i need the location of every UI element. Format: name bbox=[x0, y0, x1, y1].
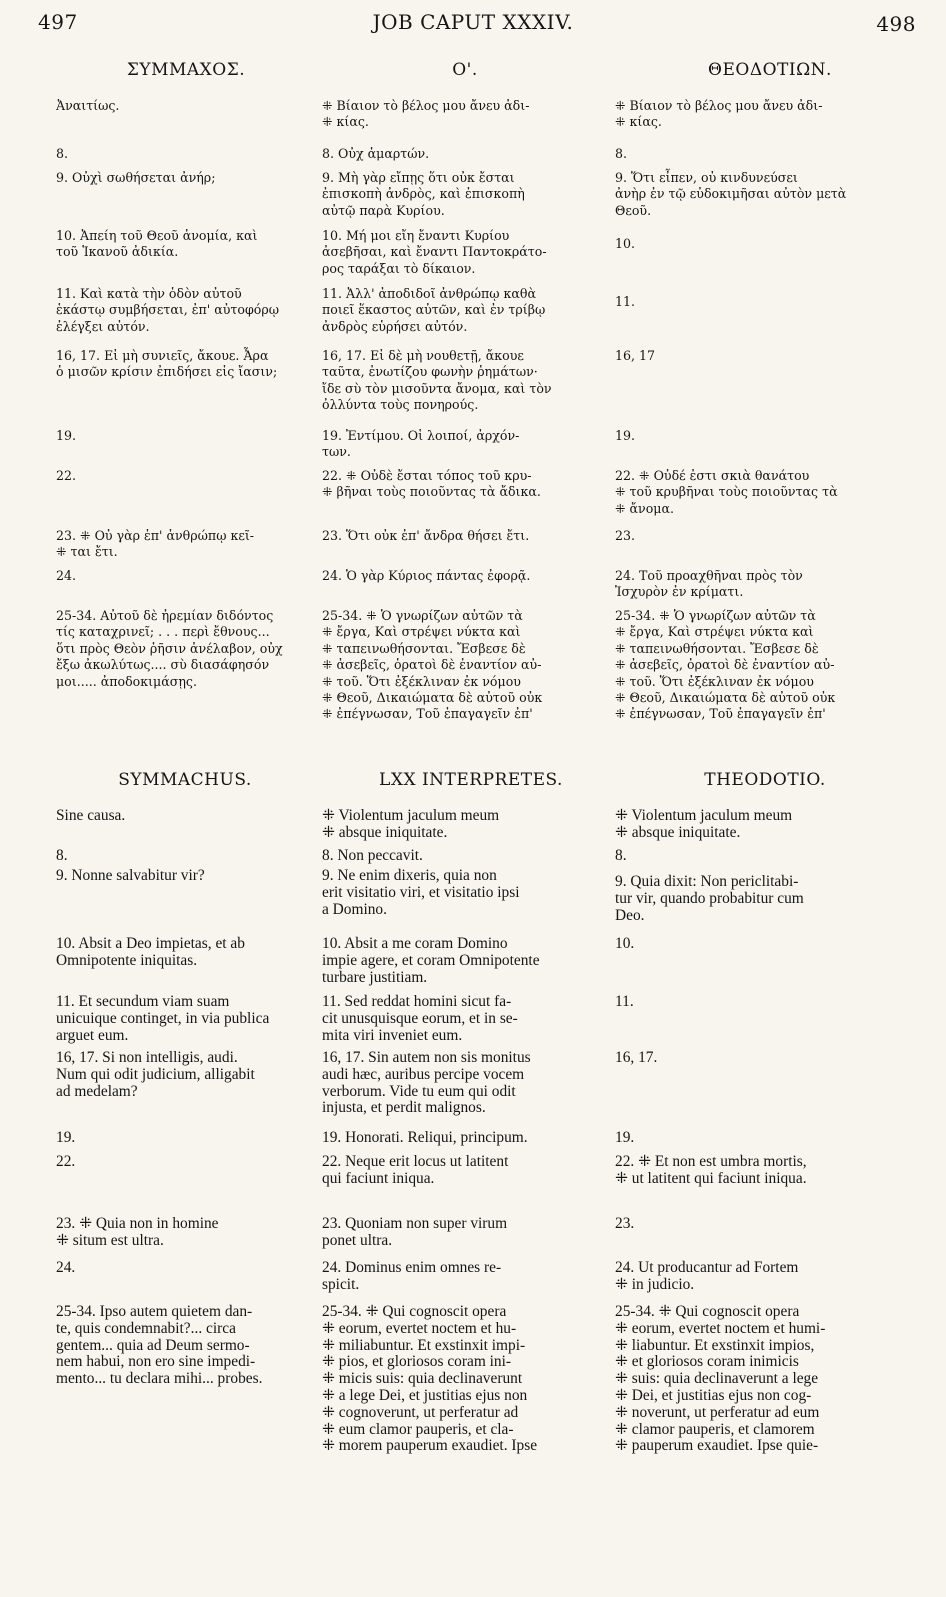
text-line: 9. Ne enim dixeris, quia non bbox=[322, 867, 497, 884]
text-line: Θεοῦ. bbox=[615, 202, 652, 218]
text-line: 9. Quia dixit: Non periclitabi- bbox=[615, 873, 799, 890]
text-line: 9. Μὴ γὰρ εἴπῃς ὅτι οὐκ ἔσται bbox=[322, 170, 515, 185]
text-line: 25-34. ⁜ Ὁ γνωρίζων αὐτῶν τὰ bbox=[615, 608, 816, 623]
verse-entry bbox=[615, 848, 898, 865]
text-line: ⁜ Θεοῦ, Δικαιώματα δὲ αὐτοῦ οὐκ bbox=[322, 690, 543, 706]
verse-entry bbox=[56, 1130, 318, 1147]
verse-entry bbox=[322, 528, 602, 544]
text-line: 25-34. Ipso autem quietem dan- bbox=[56, 1303, 253, 1320]
text-line: 22. ⁜ Οὐδέ ἐστι σκιὰ θανάτου bbox=[615, 468, 810, 483]
text-line: 11. Καὶ κατὰ τὴν ὁδὸν αὐτοῦ bbox=[56, 286, 242, 301]
text-line: αὐτῷ παρὰ Κυρίου. bbox=[322, 202, 445, 218]
verse-entry bbox=[56, 228, 318, 261]
text-line: 25-34. Αὐτοῦ δὲ ἠρεμίαν διδόντος bbox=[56, 608, 274, 623]
verse-entry bbox=[56, 936, 318, 970]
verse-entry bbox=[322, 1050, 602, 1117]
verse-entry bbox=[615, 294, 898, 310]
verse-entry bbox=[56, 528, 318, 561]
text-line: Sine causa. bbox=[56, 807, 126, 824]
text-line: 11. Ἀλλ' ἀποδιδοῖ ἀνθρώπῳ καθὰ bbox=[322, 286, 536, 301]
text-line: ⁜ Θεοῦ, Δικαιώματα δὲ αὐτοῦ οὐκ bbox=[615, 690, 836, 706]
text-line: ⁜ miliabuntur. Et exstinxit impi- bbox=[322, 1336, 526, 1354]
text-line: 16, 17. bbox=[615, 1049, 658, 1066]
verse-entry bbox=[56, 1050, 318, 1100]
text-line: tur vir, quando probabitur cum bbox=[615, 889, 804, 907]
text-line: ⁜ ταπεινωθήσονται. Ἔσβεσε δὲ bbox=[322, 640, 526, 656]
text-line: των. bbox=[322, 444, 351, 460]
verse-entry bbox=[615, 146, 898, 162]
text-line: ⁜ micis suis: quia declinaverunt bbox=[322, 1370, 523, 1388]
text-line: ὅτι πρὸς Θεὸν ῥῆσιν ἀνέλαβον, οὐχ bbox=[56, 640, 283, 656]
text-line: ⁜ Βίαιον τὸ βέλος μου ἄνευ ἀδι- bbox=[615, 98, 823, 113]
verse-entry bbox=[56, 428, 318, 444]
text-line: 9. Ὅτι εἶπεν, οὐ κινδυνεύσει bbox=[615, 170, 798, 185]
text-line: verborum. Vide tu eum qui odit bbox=[322, 1082, 516, 1100]
text-line: Deo. bbox=[615, 906, 645, 924]
verse-entry bbox=[56, 468, 318, 484]
text-line: 10. Μή μοι εἴη ἔναντι Κυρίου bbox=[322, 228, 510, 243]
text-line: gentem... quia ad Deum sermo- bbox=[56, 1336, 250, 1354]
text-line: ⁜ κίας. bbox=[322, 114, 369, 130]
text-line: 22. Neque erit locus ut latitent bbox=[322, 1153, 509, 1170]
text-line: ⁜ et gloriosos coram inimicis bbox=[615, 1353, 799, 1371]
verse-entry bbox=[56, 170, 318, 186]
verse-entry bbox=[322, 428, 602, 461]
verse-entry bbox=[615, 170, 898, 219]
verse-entry bbox=[615, 1154, 898, 1188]
text-line: ⁜ situm est ultra. bbox=[56, 1231, 164, 1249]
text-line: ⁜ morem pauperum exaudiet. Ipse bbox=[322, 1437, 538, 1455]
text-line: 11. bbox=[615, 993, 634, 1010]
verse-entry bbox=[56, 1260, 318, 1277]
text-line: 16, 17. Εἰ μὴ συνιεῖς, ἄκουε. Ἆρα bbox=[56, 348, 269, 363]
text-line: ⁜ ἐπέγνωσαν, Τοῦ ἐπαγαγεῖν ἐπ' bbox=[322, 706, 533, 722]
text-line: injusta, et perdit malignos. bbox=[322, 1099, 486, 1117]
text-line: 9. Οὐχὶ σωθήσεται ἀνήρ; bbox=[56, 170, 216, 185]
text-line: 8. Non peccavit. bbox=[322, 847, 423, 864]
text-line: ἀνὴρ ἐν τῷ εὐδοκιμῆσαι αὐτὸν μετὰ bbox=[615, 186, 847, 202]
text-line: spicit. bbox=[322, 1275, 360, 1293]
verse-entry bbox=[56, 98, 318, 114]
latin-col3-title: THEODOTIO. bbox=[704, 770, 826, 790]
verse-entry bbox=[615, 874, 898, 924]
text-line: Num qui odit judicium, alligabit bbox=[56, 1065, 255, 1083]
text-line: ὀλλύντα τοὺς πονηρούς. bbox=[322, 397, 479, 413]
text-line: ⁜ clamor pauperis, et clamorem bbox=[615, 1420, 815, 1438]
text-line: ⁜ eorum, evertet noctem et humi- bbox=[615, 1319, 826, 1337]
verse-entry bbox=[615, 1216, 898, 1233]
text-line: mita viri inveniet eum. bbox=[322, 1026, 463, 1044]
verse-entry bbox=[56, 1216, 318, 1250]
text-line: qui faciunt iniqua. bbox=[322, 1169, 435, 1187]
text-line: ταῦτα, ἐνωτίζου φωνὴν ῥημάτων· bbox=[322, 364, 538, 380]
text-line: 22. bbox=[56, 1153, 76, 1170]
verse-entry bbox=[322, 1154, 602, 1188]
text-line: 19. bbox=[56, 1129, 76, 1146]
greek-col3-title: ΘΕΟΔΟΤΙΩΝ. bbox=[708, 60, 832, 80]
text-line: 16, 17. Εἰ δὲ μὴ νουθετῇ, ἄκουε bbox=[322, 348, 524, 363]
text-line: 19. bbox=[615, 1129, 635, 1146]
text-line: ⁜ liabuntur. Et exstinxit impios, bbox=[615, 1336, 815, 1354]
verse-entry bbox=[322, 1216, 602, 1250]
text-line: 19. Ἐντίμου. Οἱ λοιποί, ἀρχόν- bbox=[322, 428, 520, 443]
text-line: 24. Τοῦ προαχθῆναι πρὸς τὸν bbox=[615, 568, 803, 583]
text-line: ⁜ ται ἔτι. bbox=[56, 544, 118, 560]
text-line: 11. Sed reddat homini sicut fa- bbox=[322, 993, 512, 1010]
verse-entry bbox=[322, 568, 602, 584]
text-line: ⁜ ταπεινωθήσονται. Ἔσβεσε δὲ bbox=[615, 640, 819, 656]
verse-entry bbox=[322, 1304, 602, 1455]
text-line: 22. ⁜ Et non est umbra mortis, bbox=[615, 1153, 807, 1170]
page-number-left: 497 bbox=[38, 10, 78, 34]
text-line: Omnipotente iniquitas. bbox=[56, 951, 198, 969]
text-line: ⁜ τοῦ. Ὅτι ἐξέκλιναν ἐκ νόμου bbox=[615, 673, 814, 689]
text-line: cit unusquisque eorum, et in se- bbox=[322, 1009, 518, 1027]
verse-entry bbox=[56, 286, 318, 335]
text-line: 19. bbox=[56, 428, 77, 443]
text-line: 25-34. ⁜ Qui cognoscit opera bbox=[322, 1303, 507, 1320]
text-line: 8. bbox=[615, 146, 628, 161]
verse-entry bbox=[615, 98, 898, 131]
verse-entry bbox=[322, 868, 602, 918]
verse-entry bbox=[322, 936, 602, 986]
text-line: ⁜ ἄνομα. bbox=[615, 500, 674, 516]
text-line: ponet ultra. bbox=[322, 1231, 393, 1249]
text-line: ⁜ noverunt, ut perferatur ad eum bbox=[615, 1403, 820, 1421]
verse-entry bbox=[615, 236, 898, 252]
verse-entry bbox=[615, 1304, 898, 1455]
text-line: 25-34. ⁜ Ὁ γνωρίζων αὐτῶν τὰ bbox=[322, 608, 523, 623]
text-line: 24. Ut producantur ad Fortem bbox=[615, 1259, 799, 1276]
text-line: nem habui, non ero sine impedi- bbox=[56, 1353, 256, 1371]
text-line: ρος ταράξαι τὸ δίκαιον. bbox=[322, 260, 476, 276]
text-line: ἐπισκοπὴ ἀνδρὸς, καὶ ἐπισκοπὴ bbox=[322, 186, 525, 202]
text-line: ⁜ βῆναι τοὺς ποιοῦντας τὰ ἄδικα. bbox=[322, 484, 541, 500]
verse-entry bbox=[322, 468, 602, 501]
text-line: 22. bbox=[56, 468, 77, 483]
text-line: 23. Quoniam non super virum bbox=[322, 1215, 508, 1232]
text-line: ⁜ eorum, evertet noctem et hu- bbox=[322, 1319, 517, 1337]
text-line: turbare justitiam. bbox=[322, 968, 428, 986]
text-line: ⁜ Violentum jaculum meum bbox=[322, 807, 500, 824]
text-line: 9. Nonne salvabitur vir? bbox=[56, 867, 205, 884]
text-line: ⁜ ἔργα, Καὶ στρέψει νύκτα καὶ bbox=[322, 624, 521, 640]
verse-entry bbox=[56, 348, 318, 381]
text-line: 10. bbox=[615, 236, 636, 251]
text-line: ⁜ absque iniquitate. bbox=[615, 823, 741, 841]
text-line: 23. ⁜ Quia non in homine bbox=[56, 1215, 219, 1232]
page-number-right: 498 bbox=[876, 12, 916, 36]
text-line: 10. Ἀπείη τοῦ Θεοῦ ἀνομία, καὶ bbox=[56, 228, 258, 243]
text-line: 23. ⁜ Οὐ γὰρ ἐπ' ἀνθρώπῳ κεῖ- bbox=[56, 528, 255, 543]
text-line: 24. Dominus enim omnes re- bbox=[322, 1259, 502, 1276]
text-line: ⁜ τοῦ. Ὅτι ἐξέκλιναν ἐκ νόμου bbox=[322, 673, 521, 689]
text-line: ⁜ κίας. bbox=[615, 114, 662, 130]
verse-entry bbox=[322, 228, 602, 277]
text-line: ὁ μισῶν κρίσιν ἐπιδήσει εἰς ἴασιν; bbox=[56, 364, 278, 380]
text-line: 16, 17. Sin autem non sis monitus bbox=[322, 1049, 531, 1066]
text-line: Ἀναιτίως. bbox=[56, 98, 120, 113]
text-line: audi hæc, auribus percipe vocem bbox=[322, 1065, 525, 1083]
text-line: unicuique continget, in via publica bbox=[56, 1009, 270, 1027]
text-line: ⁜ absque iniquitate. bbox=[322, 823, 448, 841]
verse-entry bbox=[322, 1130, 602, 1147]
text-line: ἴδε σὺ τὸν μισοῦντα ἄνομα, καὶ τὸν bbox=[322, 380, 552, 396]
latin-col2-title: LXX INTERPRETES. bbox=[379, 770, 563, 790]
text-line: 25-34. ⁜ Qui cognoscit opera bbox=[615, 1303, 800, 1320]
text-line: ad medelam? bbox=[56, 1082, 138, 1100]
verse-entry bbox=[615, 1260, 898, 1294]
verse-entry bbox=[615, 428, 898, 444]
text-line: 24. bbox=[56, 568, 77, 583]
verse-entry bbox=[615, 1050, 898, 1067]
text-line: μοι..... ἀποδοκιμάσῃς. bbox=[56, 673, 197, 689]
running-title: JOB CAPUT XXXIV. bbox=[372, 10, 574, 34]
verse-entry bbox=[322, 98, 602, 131]
verse-entry bbox=[56, 868, 318, 885]
text-line: ⁜ ἀσεβεῖς, ὁρατοὶ δὲ ἐναντίον αὐ- bbox=[322, 657, 542, 673]
text-line: ἀνδρὸς εὑρήσει αὐτόν. bbox=[322, 318, 468, 334]
text-line: ⁜ Violentum jaculum meum bbox=[615, 807, 793, 824]
verse-entry bbox=[56, 608, 318, 690]
verse-entry bbox=[56, 1304, 318, 1388]
text-line: ⁜ ἐπέγνωσαν, Τοῦ ἐπαγαγεῖν ἐπ' bbox=[615, 706, 826, 722]
text-line: 10. bbox=[615, 935, 635, 952]
text-line: 23. Ὅτι οὐκ ἐπ' ἄνδρα θήσει ἔτι. bbox=[322, 528, 530, 543]
text-line: ⁜ Βίαιον τὸ βέλος μου ἄνευ ἀδι- bbox=[322, 98, 530, 113]
text-line: ⁜ ἔργα, Καὶ στρέψει νύκτα καὶ bbox=[615, 624, 814, 640]
text-line: ⁜ pauperum exaudiet. Ipse quie- bbox=[615, 1437, 819, 1455]
verse-entry bbox=[615, 468, 898, 517]
verse-entry bbox=[615, 936, 898, 953]
text-line: 24. bbox=[56, 1259, 76, 1276]
verse-entry bbox=[322, 146, 602, 162]
verse-entry bbox=[322, 808, 602, 842]
verse-entry bbox=[56, 848, 318, 865]
verse-entry bbox=[615, 348, 898, 364]
verse-entry bbox=[615, 994, 898, 1011]
verse-entry bbox=[615, 528, 898, 544]
text-line: 10. Absit a me coram Domino bbox=[322, 935, 508, 952]
text-line: 16, 17. Si non intelligis, audi. bbox=[56, 1049, 238, 1066]
verse-entry bbox=[322, 286, 602, 335]
text-line: ἐλέγξει αὐτόν. bbox=[56, 318, 150, 334]
text-line: ⁜ ἀσεβεῖς, ὁρατοὶ δὲ ἐναντίον αὐ- bbox=[615, 657, 835, 673]
text-line: ⁜ ut latitent qui faciunt iniqua. bbox=[615, 1169, 807, 1187]
verse-entry bbox=[56, 1154, 318, 1171]
text-line: ⁜ pios, et gloriosos coram ini- bbox=[322, 1353, 512, 1371]
text-line: ἑκάστῳ συμβήσεται, ἐπ' αὐτοφόρῳ bbox=[56, 302, 280, 318]
text-line: arguet eum. bbox=[56, 1026, 129, 1044]
verse-entry bbox=[56, 146, 318, 162]
text-line: ⁜ cognoverunt, ut perferatur ad bbox=[322, 1403, 519, 1421]
verse-entry bbox=[322, 1260, 602, 1294]
text-line: ⁜ τοῦ κρυβῆναι τοὺς ποιοῦντας τὰ bbox=[615, 484, 838, 500]
text-line: ⁜ in judicio. bbox=[615, 1275, 695, 1293]
greek-col1-title: ΣΥΜΜΑΧΟΣ. bbox=[126, 60, 246, 80]
verse-entry bbox=[615, 608, 898, 723]
text-line: 19. Honorati. Reliqui, principum. bbox=[322, 1129, 528, 1146]
text-line: te, quis condemnabit?... circa bbox=[56, 1319, 236, 1337]
text-line: 8. Οὐχ ἁμαρτών. bbox=[322, 146, 430, 161]
text-line: erit visitatio viri, et visitatio ipsi bbox=[322, 883, 520, 901]
verse-entry bbox=[56, 994, 318, 1044]
text-line: ⁜ suis: quia declinaverunt a lege bbox=[615, 1370, 819, 1388]
verse-entry bbox=[56, 568, 318, 584]
text-line: 23. bbox=[615, 528, 636, 543]
text-line: 8. bbox=[56, 847, 68, 864]
text-line: Ἰσχυρὸν ἐν κρίματι. bbox=[615, 584, 744, 600]
text-line: 23. bbox=[615, 1215, 635, 1232]
verse-entry bbox=[322, 170, 602, 219]
verse-entry bbox=[322, 994, 602, 1044]
text-line: 11. bbox=[615, 294, 636, 309]
text-line: 16, 17 bbox=[615, 348, 656, 363]
text-line: mento... tu declara mihi... probes. bbox=[56, 1370, 263, 1388]
text-line: τίς καταχρινεῖ; . . . περὶ ἔθνους... bbox=[56, 624, 270, 640]
text-line: 24. Ὁ γὰρ Κύριος πάντας ἐφορᾷ. bbox=[322, 568, 531, 583]
text-line: a Domino. bbox=[322, 900, 387, 918]
text-line: impie agere, et coram Omnipotente bbox=[322, 951, 540, 969]
text-line: 8. bbox=[56, 146, 69, 161]
verse-entry bbox=[322, 848, 602, 865]
text-line: ἔξω ἀκωλύτως.... σὺ διασάφησόν bbox=[56, 657, 270, 673]
verse-entry bbox=[615, 808, 898, 842]
text-line: ⁜ a lege Dei, et justitias ejus non bbox=[322, 1386, 528, 1404]
text-line: ἀσεβῆσαι, καὶ ἔναντι Παντοκράτο- bbox=[322, 244, 547, 260]
verse-entry bbox=[56, 808, 318, 825]
latin-col1-title: SYMMACHUS. bbox=[118, 770, 252, 790]
text-line: ποιεῖ ἕκαστος αὐτῶν, καὶ ἐν τρίβῳ bbox=[322, 302, 546, 318]
verse-entry bbox=[615, 568, 898, 601]
text-line: ⁜ Dei, et justitias ejus non cog- bbox=[615, 1386, 812, 1404]
verse-entry bbox=[322, 348, 602, 414]
text-line: 8. bbox=[615, 847, 627, 864]
text-line: 10. Absit a Deo impietas, et ab bbox=[56, 935, 245, 952]
text-line: 22. ⁜ Οὐδὲ ἔσται τόπος τοῦ κρυ- bbox=[322, 468, 532, 483]
verse-entry bbox=[322, 608, 602, 723]
text-line: 11. Et secundum viam suam bbox=[56, 993, 230, 1010]
greek-col2-title: Ο'. bbox=[452, 60, 478, 80]
text-line: τοῦ Ἱκανοῦ ἀδικία. bbox=[56, 244, 179, 260]
verse-entry bbox=[615, 1130, 898, 1147]
text-line: 19. bbox=[615, 428, 636, 443]
text-line: ⁜ eum clamor pauperis, et cla- bbox=[322, 1420, 514, 1438]
